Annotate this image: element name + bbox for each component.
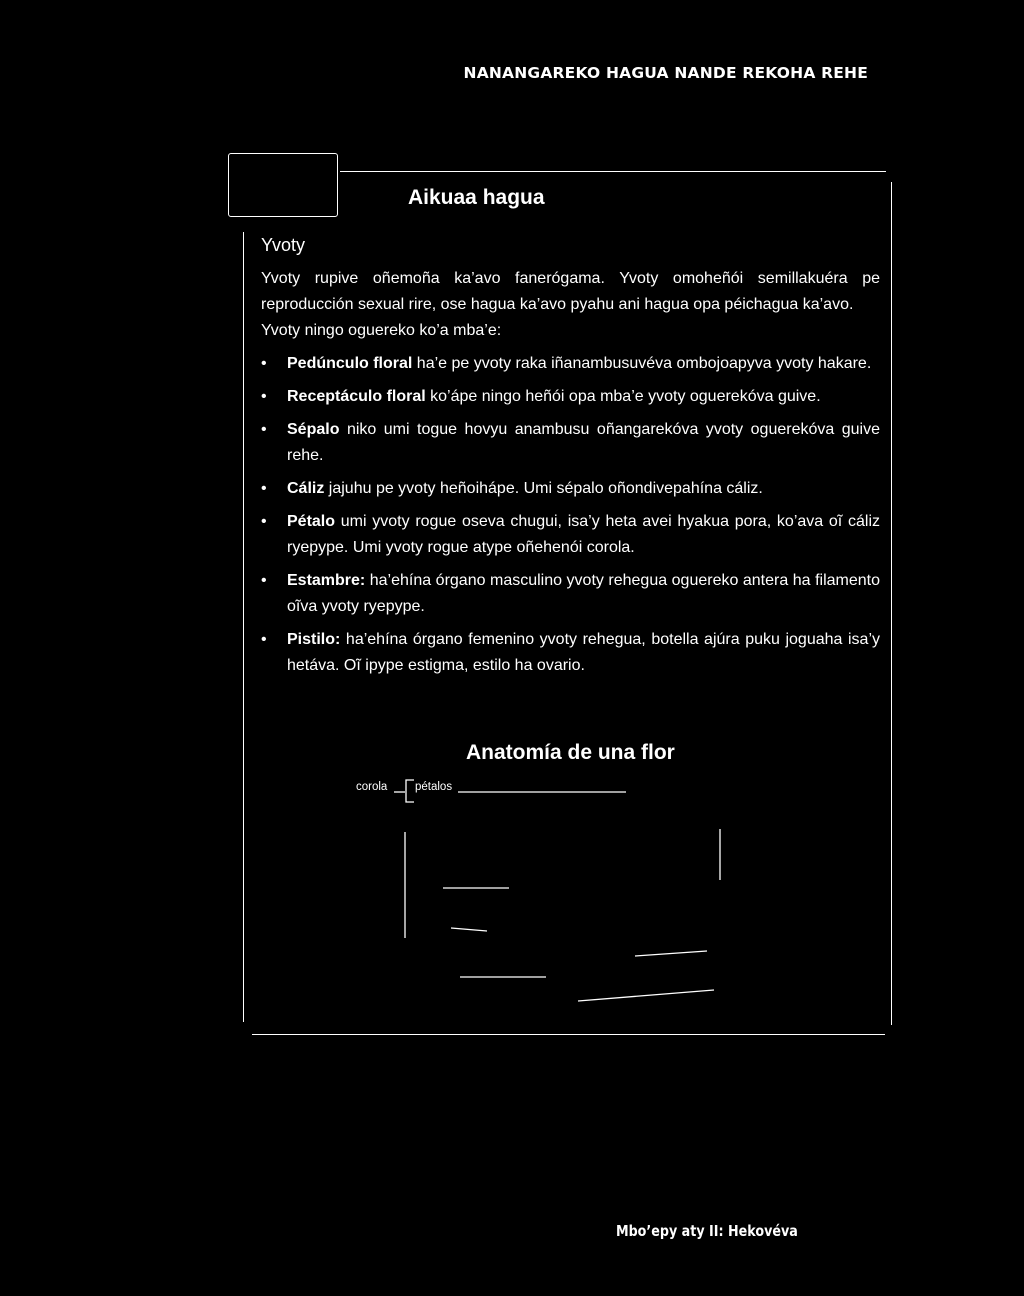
- intro-paragraph: Yvoty rupive oñemoña ka’avo fanerógama. Yvoty omoheñói semillakuéra pe reproducción sexual rire, ose hagua ka’avo pyahu ani hagua opa péichagua ka’avo.: [261, 270, 880, 313]
- definition: niko umi togue hovyu anambusu oñangarekóva yvoty oguerekóva guive rehe.: [287, 421, 880, 464]
- term: Pedúnculo floral: [287, 355, 413, 372]
- term: Sépalo: [287, 421, 340, 438]
- running-head: NANANGAREKO HAGUA NANDE REKOHA REHE: [463, 64, 868, 82]
- definition: jajuhu pe yvoty heñoiháре. Umi sépalo oñondivepahína cáliz.: [324, 480, 763, 497]
- corola-bracket: [406, 780, 414, 802]
- definition: ha’e pe yvoty raka iñanambusuvéva ombojoapyva yvoty hakare.: [412, 355, 872, 372]
- box-title: Aikuaa hagua: [408, 186, 545, 209]
- label-corola: corola: [356, 781, 388, 793]
- leader-2: [451, 928, 487, 931]
- term: Pistilo:: [287, 631, 341, 648]
- term: Cáliz: [287, 480, 325, 497]
- definition: ha’ehína órgano femenino yvoty rehegua, botella ajúra puku joguaha isa’y hetáva. Oĩ ipype estigma, estilo ha ovario.: [287, 631, 880, 674]
- definition: ko’ápe ningo heñói opa mba’e yvoty oguerekóva guive.: [425, 388, 821, 405]
- label-petalos: pétalos: [415, 781, 453, 793]
- section-title: Yvoty: [261, 235, 306, 255]
- definition: umi yvoty rogue oseva chugui, isa’y heta avei hyakua pora, ko’ava oĩ cáliz ryepype. Umi yvoty rogue atype oñehenói corola.: [287, 513, 880, 556]
- leader-5: [578, 990, 714, 1001]
- term: Receptáculo floral: [287, 388, 426, 405]
- intro-list-lead: Yvoty ningo oguereko ko’a mba’e:: [261, 322, 502, 339]
- term: Pétalo: [287, 513, 336, 530]
- term: Estambre:: [287, 572, 366, 589]
- leader-3: [635, 951, 707, 956]
- footer-running-title: Mbo’epy aty II: Hekovéva: [616, 1222, 798, 1240]
- diagram-title: Anatomía de una flor: [466, 741, 675, 764]
- definition: ha’ehína órgano masculino yvoty rehegua oguereko antera ha filamento oĩva yvoty ryepype.: [287, 572, 880, 615]
